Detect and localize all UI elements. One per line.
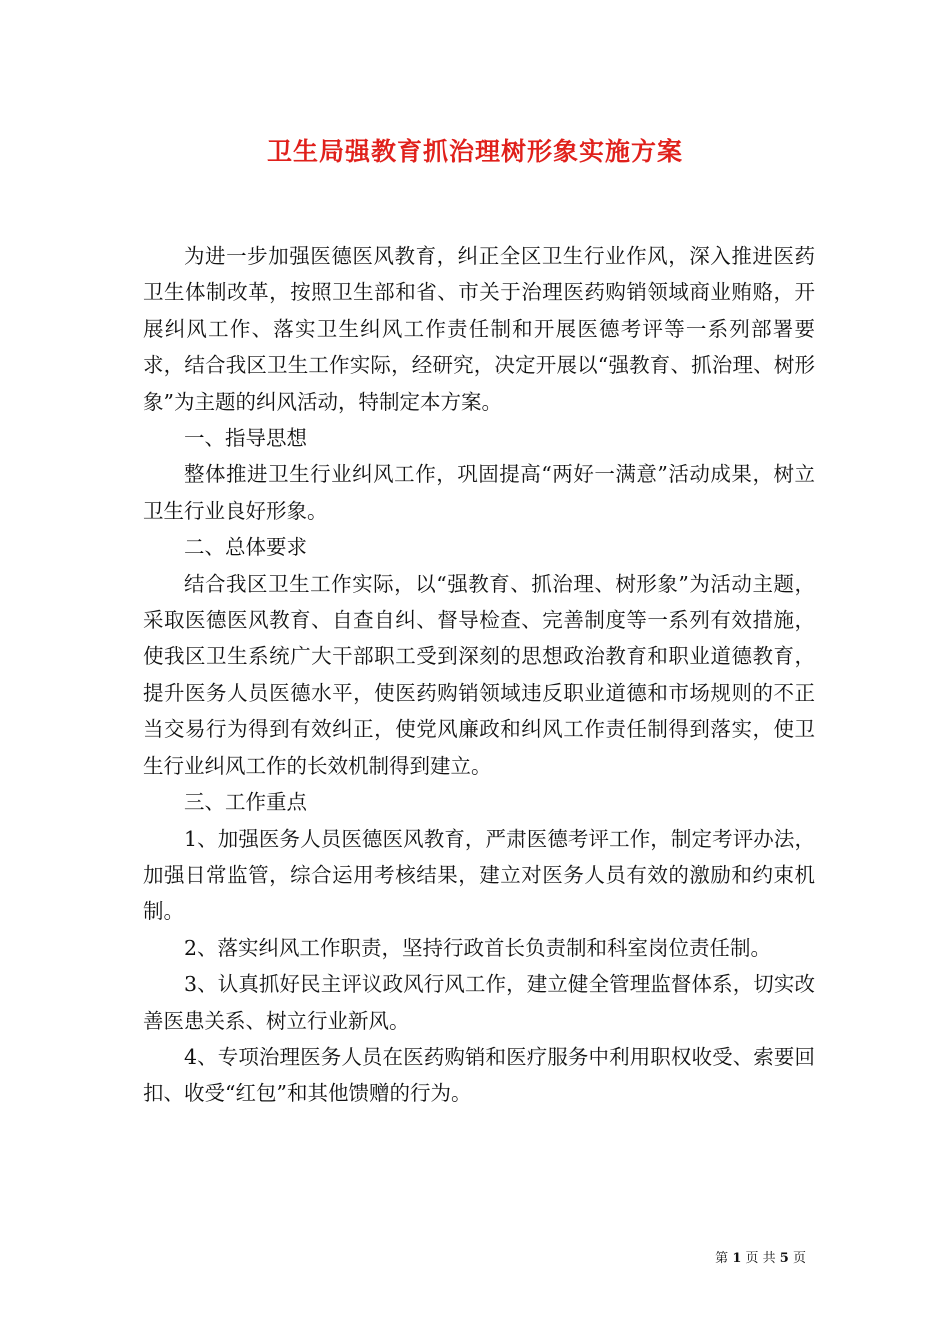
paragraph-focus-3: 3、认真抓好民主评议政风行风工作，建立健全管理监督体系，切实改善医患关系、树立行业新风。 (143, 972, 815, 1033)
heading-work-focus: 三、工作重点 (184, 790, 307, 815)
footer-suffix: 页 (792, 1251, 806, 1266)
paragraph-focus-1: 1、加强医务人员医德医风教育，严肃医德考评工作，制定考评办法，加强日常监管，综合运用考核结果，建立对医务人员有效的激励和约束机制。 (143, 826, 815, 924)
paragraph-overall-requirements: 结合我区卫生工作实际，以“强教育、抓治理、树形象”为活动主题，采取医德医风教育、自查自纠、督导检查、完善制度等一系列有效措施，使我区卫生系统广大干部职工受到深刻的思想政治教育和职业道德教育，提升医务人员医德水平，使医药购销领域违反职业道德和市场规则的不正当交易行为得到有效纠正，使党风廉政和纠风工作责任制得到落实，使卫生行业纠风工作的长效机制得到建立。 (143, 571, 815, 778)
paragraph-focus-4: 4、专项治理医务人员在医药购销和医疗服务中利用职权收受、索要回扣、收受“红包”和其他馈赠的行为。 (143, 1044, 815, 1106)
footer-total-pages: 5 (779, 1251, 789, 1266)
heading-guiding-ideology: 一、指导思想 (184, 426, 307, 451)
footer-current-page: 1 (732, 1251, 742, 1266)
paragraph-focus-2: 2、落实纠风工作职责，坚持行政首长负责制和科室岗位责任制。 (184, 935, 772, 960)
document-body (143, 238, 815, 1112)
footer-middle: 页 共 (745, 1251, 776, 1266)
footer-prefix: 第 (715, 1251, 729, 1266)
heading-overall-requirements: 二、总体要求 (184, 535, 307, 560)
document-title: 卫生局强教育抓治理树形象实施方案 (266, 137, 683, 166)
page-number-footer (715, 1247, 806, 1266)
paragraph-guiding-ideology: 整体推进卫生行业纠风工作，巩固提高“两好一满意”活动成果，树立卫生行业良好形象。 (143, 462, 815, 523)
paragraph-intro: 为进一步加强医德医风教育，纠正全区卫生行业作风，深入推进医药卫生体制改革，按照卫生部和省、市关于治理医药购销领域商业贿赂，开展纠风工作、落实卫生纠风工作责任制和开展医德考评等一系列部署要求，结合我区卫生工作实际，经研究，决定开展以“强教育、抓治理、树形象”为主题的纠风活动，特制定本方案。 (143, 244, 815, 414)
